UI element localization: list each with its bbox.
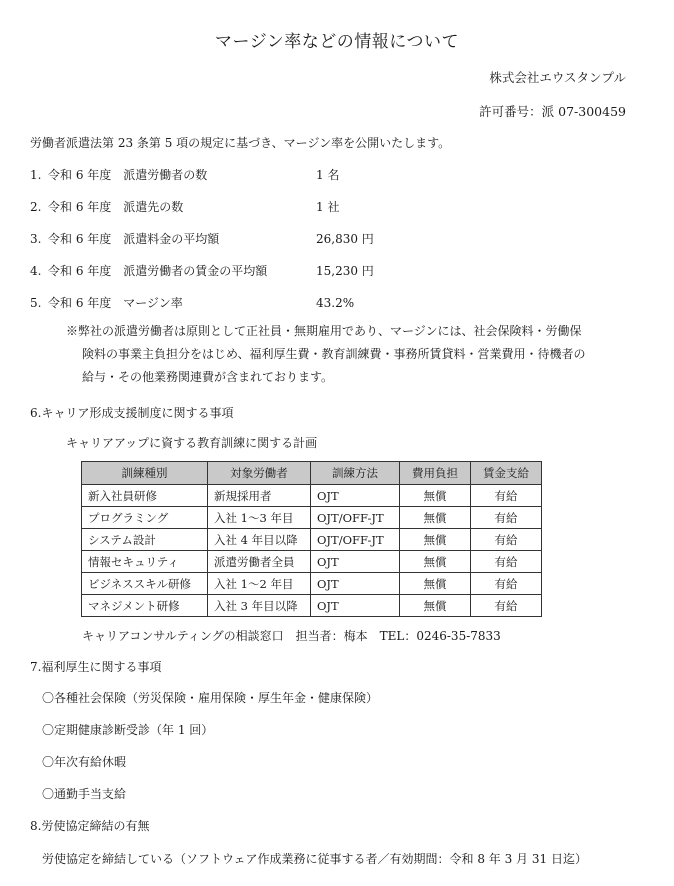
column-header: 費用負担 <box>400 462 471 485</box>
stat-number: 3. <box>30 232 42 246</box>
table-cell: 無償 <box>400 485 471 507</box>
table-cell: 情報セキュリティ <box>82 551 208 573</box>
stat-number: 4. <box>30 264 42 278</box>
career-consult-contact: キャリアコンサルティングの相談窓口 担当者：梅本 TEL：0246-35-7833 <box>82 629 501 643</box>
welfare-item: 〇通勤手当支給 <box>42 787 127 801</box>
table-cell: 無償 <box>400 529 471 551</box>
page-title: マージン率などの情報について <box>215 32 459 52</box>
stat-label: 令和 6 年度 派遣労働者の数 <box>48 168 208 182</box>
table-cell: 派遣労働者全員 <box>208 551 311 573</box>
welfare-item: 〇各種社会保険（労災保険・雇用保険・厚生年金・健康保険） <box>42 691 379 705</box>
table-cell: プログラミング <box>82 507 208 529</box>
section-heading-welfare: 7.福利厚生に関する事項 <box>30 660 162 674</box>
table-cell: システム設計 <box>82 529 208 551</box>
stat-label: 令和 6 年度 マージン率 <box>48 296 183 310</box>
table-cell: 有給 <box>471 573 542 595</box>
column-header: 訓練種別 <box>82 462 208 485</box>
table-row <box>82 573 542 595</box>
stat-item <box>30 294 354 311</box>
table-cell: OJT/OFF-JT <box>311 507 400 529</box>
table-cell: 有給 <box>471 485 542 507</box>
intro-text: 労働者派遣法第 23 条第 5 項の規定に基づき、マージン率を公開いたします。 <box>30 136 451 150</box>
table-row <box>82 529 542 551</box>
note-line: 給与・その他業務関連費が含まれております。 <box>82 370 334 384</box>
welfare-item: 〇年次有給休暇 <box>42 755 127 769</box>
table-header-row <box>82 462 542 485</box>
training-plan-heading: キャリアアップに資する教育訓練に関する計画 <box>66 436 318 450</box>
table-cell: 無償 <box>400 507 471 529</box>
stat-number: 1. <box>30 168 42 182</box>
stat-number: 5. <box>30 296 42 310</box>
table-cell: OJT/OFF-JT <box>311 529 400 551</box>
stat-item <box>30 166 339 183</box>
company-name: 株式会社エウスタンプル <box>489 70 626 85</box>
note-line: 険料の事業主負担分をはじめ、福利厚生費・教育訓練費・事務所賃貸料・営業費用・待機者の <box>82 347 586 361</box>
table-cell: 有給 <box>471 507 542 529</box>
table-cell: 無償 <box>400 573 471 595</box>
table-row <box>82 551 542 573</box>
table-row <box>82 507 542 529</box>
stat-value: 15,230 円 <box>316 264 374 278</box>
table-cell: ビジネススキル研修 <box>82 573 208 595</box>
training-table <box>81 461 542 617</box>
stat-value: 1 名 <box>316 168 340 182</box>
table-cell: 入社 4 年目以降 <box>208 529 311 551</box>
table-cell: マネジメント研修 <box>82 595 208 617</box>
stat-item <box>30 230 374 247</box>
permit-number: 許可番号：派 07-300459 <box>479 104 626 119</box>
table-cell: OJT <box>311 485 400 507</box>
table-cell: 入社 1～3 年目 <box>208 507 311 529</box>
section-heading-agreement: 8.労使協定締結の有無 <box>30 819 150 833</box>
table-row <box>82 485 542 507</box>
table-cell: 有給 <box>471 529 542 551</box>
stat-label: 令和 6 年度 派遣先の数 <box>48 200 184 214</box>
table-cell: OJT <box>311 595 400 617</box>
stat-value: 26,830 円 <box>316 232 374 246</box>
table-cell: 入社 1～2 年目 <box>208 573 311 595</box>
stat-value: 43.2% <box>316 296 355 310</box>
agreement-text: 労使協定を締結している（ソフトウェア作成業務に従事する者／有効期間：令和 8 年 3 月 31 日迄） <box>42 852 587 866</box>
table-cell: 有給 <box>471 551 542 573</box>
table-cell: 有給 <box>471 595 542 617</box>
table-cell: 新入社員研修 <box>82 485 208 507</box>
stat-item <box>30 198 339 215</box>
stat-number: 2. <box>30 200 42 214</box>
stat-label: 令和 6 年度 派遣料金の平均額 <box>48 232 220 246</box>
table-cell: OJT <box>311 573 400 595</box>
table-cell: 無償 <box>400 551 471 573</box>
stat-item <box>30 262 374 279</box>
table-cell: OJT <box>311 551 400 573</box>
margin-note <box>66 320 626 389</box>
column-header: 賃金支給 <box>471 462 542 485</box>
stat-value: 1 社 <box>316 200 340 214</box>
table-cell: 入社 3 年目以降 <box>208 595 311 617</box>
stat-label: 令和 6 年度 派遣労働者の賃金の平均額 <box>48 264 268 278</box>
column-header: 対象労働者 <box>208 462 311 485</box>
note-line: ※弊社の派遣労働者は原則として正社員・無期雇用であり、マージンには、社会保険料・労働保 <box>66 324 582 338</box>
table-cell: 新規採用者 <box>208 485 311 507</box>
column-header: 訓練方法 <box>311 462 400 485</box>
welfare-item: 〇定期健康診断受診（年 1 回） <box>42 723 214 737</box>
table-cell: 無償 <box>400 595 471 617</box>
section-heading-career: 6.キャリア形成支援制度に関する事項 <box>30 406 234 420</box>
table-row <box>82 595 542 617</box>
